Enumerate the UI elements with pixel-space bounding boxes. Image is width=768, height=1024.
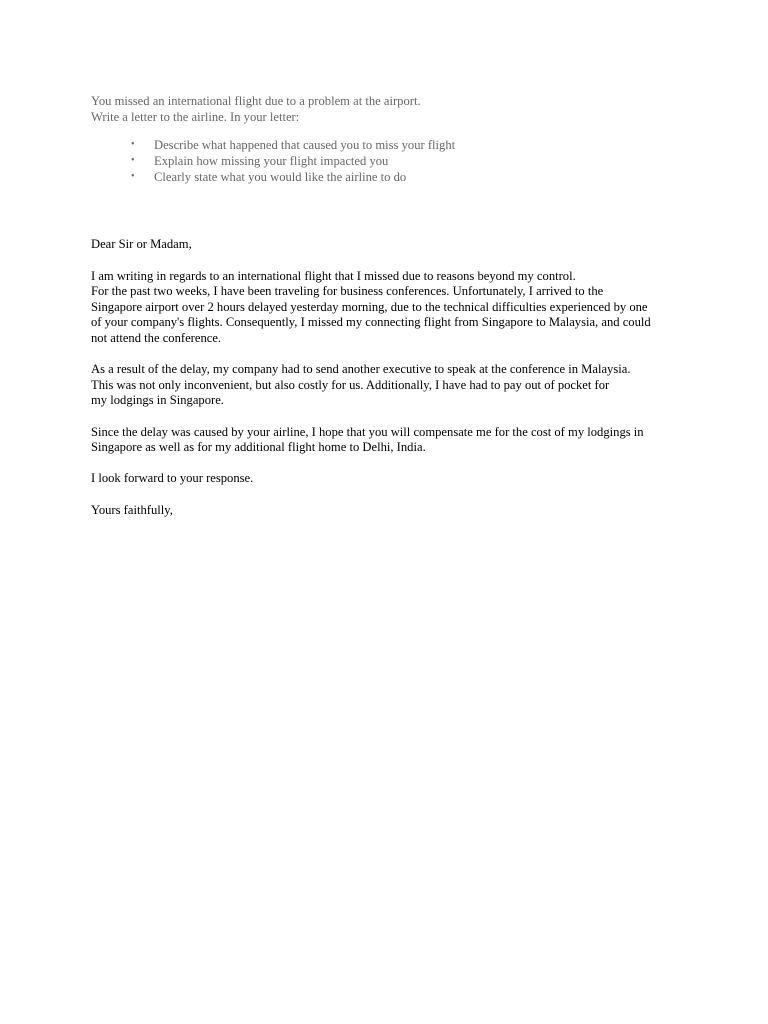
paragraph-2 bbox=[91, 362, 691, 409]
list-item bbox=[91, 169, 691, 185]
text-line: my lodgings in Singapore. bbox=[91, 393, 224, 408]
bullet-text: Clearly state what you would like the airline to do bbox=[154, 170, 407, 185]
text-line: I am writing in regards to an international flight that I missed due to reasons beyond my control. bbox=[91, 268, 576, 283]
list-item bbox=[91, 137, 691, 153]
text-line: As a result of the delay, my company had to send another executive to speak at the conference in Malaysia. bbox=[91, 362, 631, 377]
signoff: Yours faithfully, bbox=[91, 502, 173, 517]
prompt-line-2: Write a letter to the airline. In your letter: bbox=[91, 109, 300, 124]
task-bullet-list bbox=[91, 137, 691, 185]
closing-line: I look forward to your response. bbox=[91, 471, 254, 486]
text-line: not attend the conference. bbox=[91, 330, 222, 345]
bullet-icon: • bbox=[131, 139, 135, 151]
text-line: For the past two weeks, I have been traveling for business conferences. Unfortunately, I arrived to the bbox=[91, 284, 604, 299]
text-line: Since the delay was caused by your airline, I hope that you will compensate me for the cost of my lodgings in bbox=[91, 424, 644, 439]
bullet-icon: • bbox=[131, 155, 135, 167]
bullet-text: Explain how missing your flight impacted you bbox=[154, 154, 389, 169]
text-line: This was not only inconvenient, but also costly for us. Additionally, I have had to pay out of pocket for bbox=[91, 377, 610, 392]
paragraph-1 bbox=[91, 269, 691, 347]
paragraph-3 bbox=[91, 425, 691, 456]
letter-body bbox=[91, 237, 691, 518]
task-prompt bbox=[91, 94, 691, 185]
list-item bbox=[91, 153, 691, 169]
text-line: of your company's flights. Consequently, I missed my connecting flight from Singapore to Malaysia, and could bbox=[91, 315, 651, 330]
salutation: Dear Sir or Madam, bbox=[91, 237, 192, 251]
bullet-icon: • bbox=[131, 171, 135, 183]
text-line: Singapore as well as for my additional flight home to Delhi, India. bbox=[91, 440, 426, 455]
text-line: Singapore airport over 2 hours delayed yesterday morning, due to the technical difficulties experienced by one bbox=[91, 299, 648, 314]
bullet-text: Describe what happened that caused you to miss your flight bbox=[154, 138, 456, 153]
prompt-line-1: You missed an international flight due to a problem at the airport. bbox=[91, 94, 421, 108]
